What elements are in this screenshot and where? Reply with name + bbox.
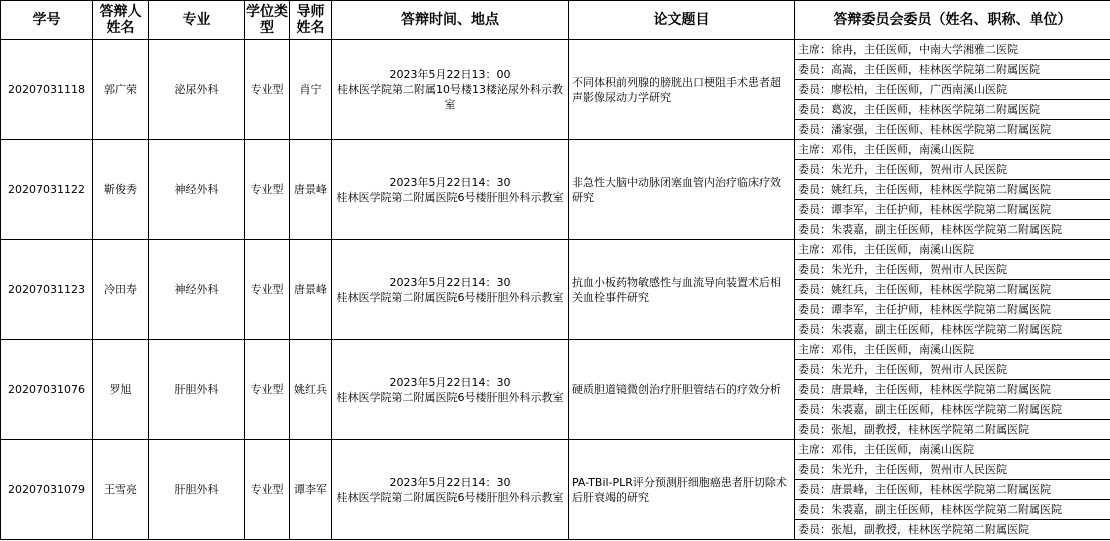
committee-member-cell: 委员：葛波，主任医师，桂林医学院第二附属医院 [795, 100, 1110, 120]
thesis-title-cell: 不同体积前列腺的膀胱出口梗阻手术患者超声影像尿动力学研究 [569, 40, 795, 140]
committee-member-cell: 主席：邓伟，主任医师，南溪山医院 [795, 440, 1110, 460]
student-id-cell: 20207031122 [1, 140, 93, 240]
header-major: 专业 [149, 1, 245, 40]
committee-member-cell: 委员：姚红兵，主任医师，桂林医学院第二附属医院 [795, 180, 1110, 200]
header-thesis: 论文题目 [569, 1, 795, 40]
committee-member-cell: 委员：朱光升，主任医师，贺州市人民医院 [795, 260, 1110, 280]
advisor-cell: 肖宁 [290, 40, 332, 140]
committee-member-cell: 委员：朱裘嘉，副主任医师，桂林医学院第二附属医院 [795, 220, 1110, 240]
committee-member-cell: 委员：谭李军，主任护师，桂林医学院第二附属医院 [795, 300, 1110, 320]
committee-member-cell: 委员：张旭，副教授，桂林医学院第二附属医院 [795, 520, 1110, 540]
committee-member-cell: 委员：朱光升，主任医师，贺州市人民医院 [795, 360, 1110, 380]
committee-member-cell: 主席：徐冉，主任医师，中南大学湘雅二医院 [795, 40, 1110, 60]
student-name-cell: 郭广荣 [93, 40, 149, 140]
header-time-place: 答辩时间、地点 [332, 1, 569, 40]
time-place-cell: 2023年5月22日14：30 桂林医学院第二附属医院6号楼肝胆外科示教室 [332, 140, 569, 240]
time-place-cell: 2023年5月22日13：00 桂林医学院第二附属10号楼13楼泌尿外科示教室 [332, 40, 569, 140]
header-student-id: 学号 [1, 1, 93, 40]
student-name-cell: 冷田寿 [93, 240, 149, 340]
table-row [1, 140, 1110, 160]
committee-member-cell: 委员：朱裘嘉，副主任医师，桂林医学院第二附属医院 [795, 400, 1110, 420]
committee-member-cell: 委员：朱光升，主任医师，贺州市人民医院 [795, 160, 1110, 180]
advisor-cell: 谭李军 [290, 440, 332, 540]
committee-member-cell: 委员：张旭，副教授，桂林医学院第二附属医院 [795, 420, 1110, 440]
student-id-cell: 20207031079 [1, 440, 93, 540]
degree-type-cell: 专业型 [245, 40, 290, 140]
committee-member-cell: 委员：朱裘嘉，副主任医师，桂林医学院第二附属医院 [795, 320, 1110, 340]
committee-member-cell: 委员：唐景峰，主任医师，桂林医学院第二附属医院 [795, 380, 1110, 400]
student-id-cell: 20207031118 [1, 40, 93, 140]
committee-member-cell: 主席：邓伟，主任医师，南溪山医院 [795, 340, 1110, 360]
degree-type-cell: 专业型 [245, 340, 290, 440]
header-committee: 答辩委员会委员（姓名、职称、单位） [795, 1, 1110, 40]
major-cell: 神经外科 [149, 240, 245, 340]
header-row [1, 1, 1110, 40]
student-name-cell: 罗旭 [93, 340, 149, 440]
major-cell: 肝胆外科 [149, 440, 245, 540]
student-name-cell: 王雪亮 [93, 440, 149, 540]
committee-member-cell: 委员：朱光升，主任医师，贺州市人民医院 [795, 460, 1110, 480]
degree-type-cell: 专业型 [245, 240, 290, 340]
thesis-title-cell: 硬质胆道镜微创治疗肝胆管结石的疗效分析 [569, 340, 795, 440]
major-cell: 泌尿外科 [149, 40, 245, 140]
table-row [1, 440, 1110, 460]
committee-member-cell: 委员：廖松柏，主任医师，广西南溪山医院 [795, 80, 1110, 100]
advisor-cell: 姚红兵 [290, 340, 332, 440]
committee-member-cell: 委员：谭李军，主任护师，桂林医学院第二附属医院 [795, 200, 1110, 220]
header-name: 答辩人姓名 [93, 1, 149, 40]
table-row [1, 340, 1110, 360]
degree-type-cell: 专业型 [245, 140, 290, 240]
major-cell: 肝胆外科 [149, 340, 245, 440]
time-place-cell: 2023年5月22日14：30 桂林医学院第二附属医院6号楼肝胆外科示教室 [332, 440, 569, 540]
degree-type-cell: 专业型 [245, 440, 290, 540]
thesis-title-cell: PA-TBil-PLR评分预测肝细胞癌患者肝切除术后肝衰竭的研究 [569, 440, 795, 540]
time-place-cell: 2023年5月22日14：30 桂林医学院第二附属医院6号楼肝胆外科示教室 [332, 240, 569, 340]
committee-member-cell: 委员：高嵩，主任医师，桂林医学院第二附属医院 [795, 60, 1110, 80]
thesis-title-cell: 抗血小板药物敏感性与血流导向装置术后相关血栓事件研究 [569, 240, 795, 340]
committee-member-cell: 委员：姚红兵，主任医师，桂林医学院第二附属医院 [795, 280, 1110, 300]
header-advisor: 导师姓名 [290, 1, 332, 40]
committee-member-cell: 委员：朱裘嘉，副主任医师，桂林医学院第二附属医院 [795, 500, 1110, 520]
committee-member-cell: 委员：唐景峰，主任医师，桂林医学院第二附属医院 [795, 480, 1110, 500]
table-row [1, 240, 1110, 260]
table-row [1, 40, 1110, 60]
advisor-cell: 唐景峰 [290, 140, 332, 240]
committee-member-cell: 主席：邓伟，主任医师，南溪山医院 [795, 240, 1110, 260]
thesis-title-cell: 非急性大脑中动脉闭塞血管内治疗临床疗效研究 [569, 140, 795, 240]
committee-member-cell: 主席：邓伟，主任医师，南溪山医院 [795, 140, 1110, 160]
student-id-cell: 20207031076 [1, 340, 93, 440]
header-degree-type: 学位类型 [245, 1, 290, 40]
advisor-cell: 唐景峰 [290, 240, 332, 340]
student-id-cell: 20207031123 [1, 240, 93, 340]
major-cell: 神经外科 [149, 140, 245, 240]
table-body [1, 40, 1110, 540]
committee-member-cell: 委员：潘家强，主任医师、桂林医学院第二附属医院 [795, 120, 1110, 140]
student-name-cell: 靳俊秀 [93, 140, 149, 240]
time-place-cell: 2023年5月22日14：30 桂林医学院第二附属医院6号楼肝胆外科示教室 [332, 340, 569, 440]
